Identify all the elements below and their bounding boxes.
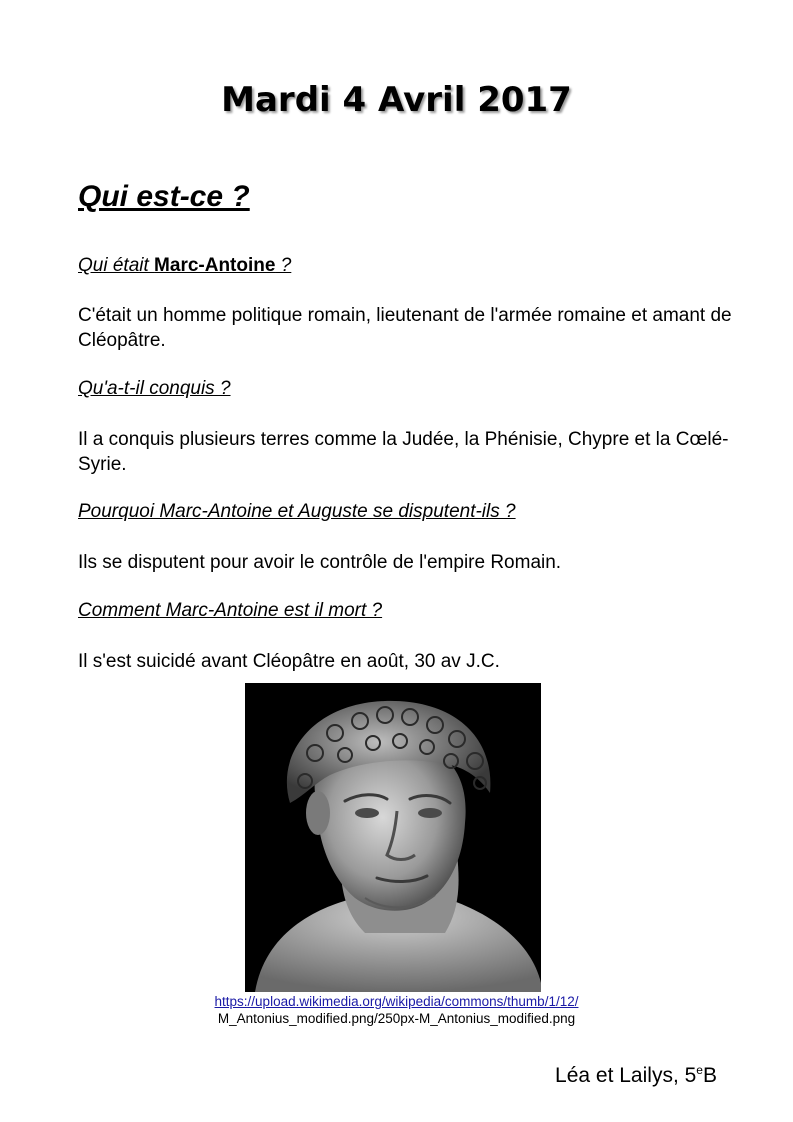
answer-2: Il a conquis plusieurs terres comme la Judée, la Phénisie, Chypre et la Cœlé-Syrie.: [78, 429, 729, 475]
author-class-sup: e: [696, 1063, 703, 1077]
answer-1: C'était un homme politique romain, lieutenant de l'armée romaine et amant de Cléopâtre.: [78, 305, 732, 351]
image-source-caption: [0, 993, 793, 1027]
marc-antoine-portrait: [245, 683, 541, 992]
author-names: Léa et Lailys, 5: [555, 1064, 697, 1087]
question-1-post: ?: [275, 255, 292, 276]
question-1-bold: Marc-Antoine: [154, 255, 276, 276]
author-class-letter: B: [702, 1064, 717, 1087]
question-2: Qu'a-t-il conquis ?: [78, 378, 231, 399]
question-1-pre: Qui était: [78, 255, 155, 276]
question-4: Comment Marc-Antoine est il mort ?: [78, 600, 383, 621]
question-3: Pourquoi Marc-Antoine et Auguste se disputent-ils ?: [78, 501, 516, 522]
answer-4: Il s'est suicidé avant Cléopâtre en août, 30 av J.C.: [78, 651, 500, 672]
question-1: [78, 255, 291, 277]
image-source-filename: M_Antonius_modified.png/250px-M_Antonius_modified.png: [217, 1011, 576, 1026]
date-title: Mardi 4 Avril 2017: [221, 80, 572, 120]
answer-3: Ils se disputent pour avoir le contrôle de l'empire Romain.: [78, 552, 562, 573]
author-signature: [555, 1063, 717, 1088]
image-source-link[interactable]: https://upload.wikimedia.org/wikipedia/commons/thumb/1/12/: [214, 994, 579, 1009]
main-heading: Qui est-ce ?: [78, 180, 250, 213]
bust-illustration: [245, 683, 541, 992]
